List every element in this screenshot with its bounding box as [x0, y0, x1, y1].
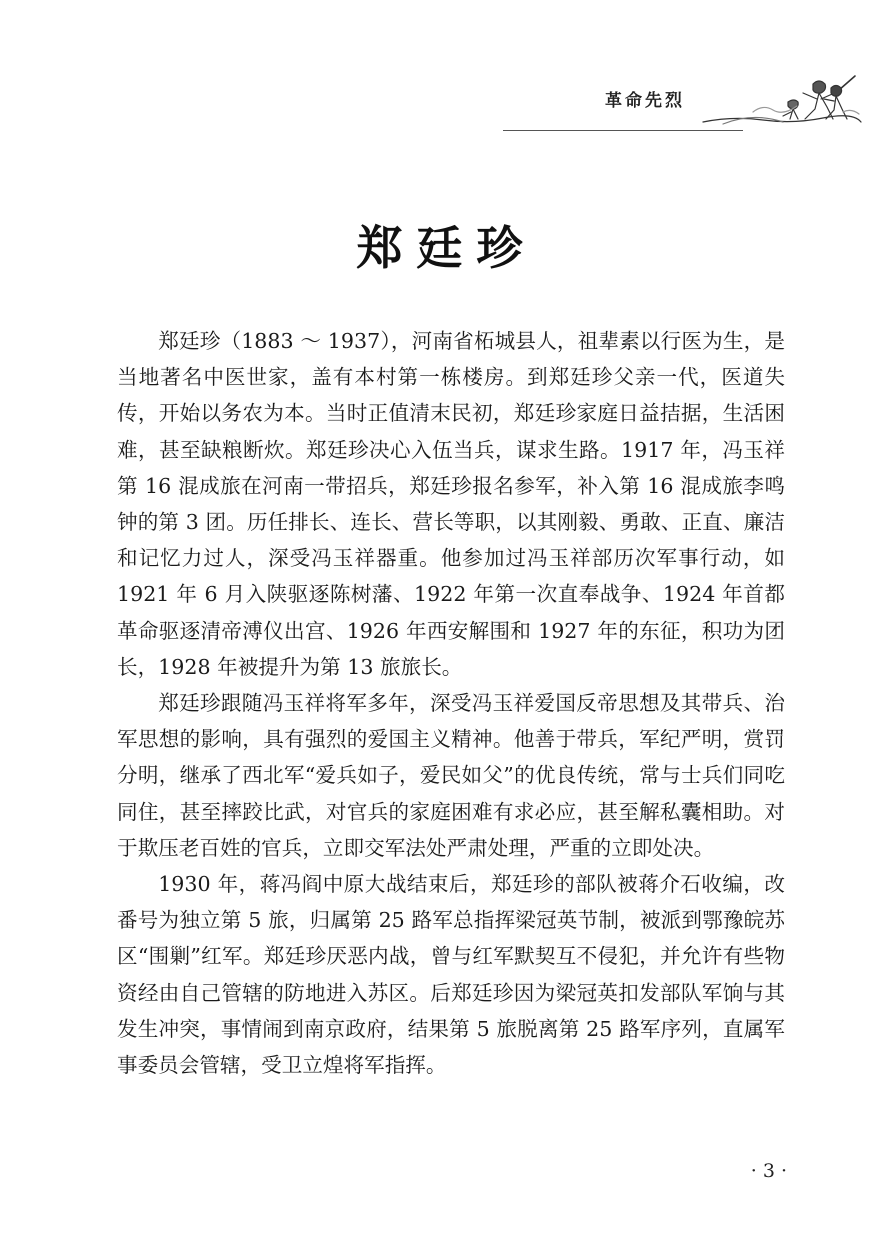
- paragraph-2: 郑廷珍跟随冯玉祥将军多年，深受冯玉祥爱国反帝思想及其带兵、治军思想的影响，具有强烈的爱国主义精神。他善于带兵，军纪严明，赏罚分明，继承了西北军“爱兵如子，爱民如父”的优良传统，常与士兵们同吃同住，甚至摔跤比武，对官兵的家庭困难有求必应，甚至解私囊相助。对于欺压老百姓的官兵，立即交军法处严肃处理，严重的立即处决。: [117, 691, 785, 860]
- section-title: 革命先烈: [605, 91, 685, 111]
- running-header: [503, 72, 863, 132]
- header-divider: [503, 130, 743, 131]
- chapter-title: 郑廷珍: [356, 221, 537, 275]
- paragraph-3: 1930 年，蒋冯阎中原大战结束后，郑廷珍的部队被蒋介石收编，改番号为独立第 5 旅，归属第 25 路军总指挥梁冠英节制，被派到鄂豫皖苏区“围剿”红军。郑廷珍厌恶内战，曾与红军默契互不侵犯，并允许有些物资经由自己管辖的防地进入苏区。后郑廷珍因为梁冠英扣发部队军饷与其发生冲突，事情闹到南京政府，结果第 5 旅脱离第 25 路军序列，直属军事委员会管辖，受卫立煌将军指挥。: [117, 872, 785, 1078]
- page-number: · 3 ·: [750, 1160, 787, 1182]
- paragraph-1: 郑廷珍（1883 ～ 1937），河南省柘城县人，祖辈素以行医为生，是当地著名中医世家，盖有本村第一栋楼房。到郑廷珍父亲一代，医道失传，开始以务农为本。当时正值清末民初，郑廷珍家庭日益拮据，生活困难，甚至缺粮断炊。郑廷珍决心入伍当兵，谋求生路。1917 年，冯玉祥第 16 混成旅在河南一带招兵，郑廷珍报名参军，补入第 16 混成旅李鸣钟的第 3 团。历任排长、连长、营长等职，以其刚毅、勇敢、正直、廉洁和记忆力过人，深受冯玉祥器重。他参加过冯玉祥部历次军事行动，如 1921 年 6 月入陕驱逐陈树藩、1922 年第一次直奉战争、1924 年首都革命驱逐清帝溥仪出宫、1926 年西安解围和 1927 年的东征，积功为团长，1928 年被提升为第 13 旅旅长。: [117, 329, 785, 679]
- soldiers-illustration-icon: [693, 72, 863, 132]
- article-body: [117, 323, 785, 1083]
